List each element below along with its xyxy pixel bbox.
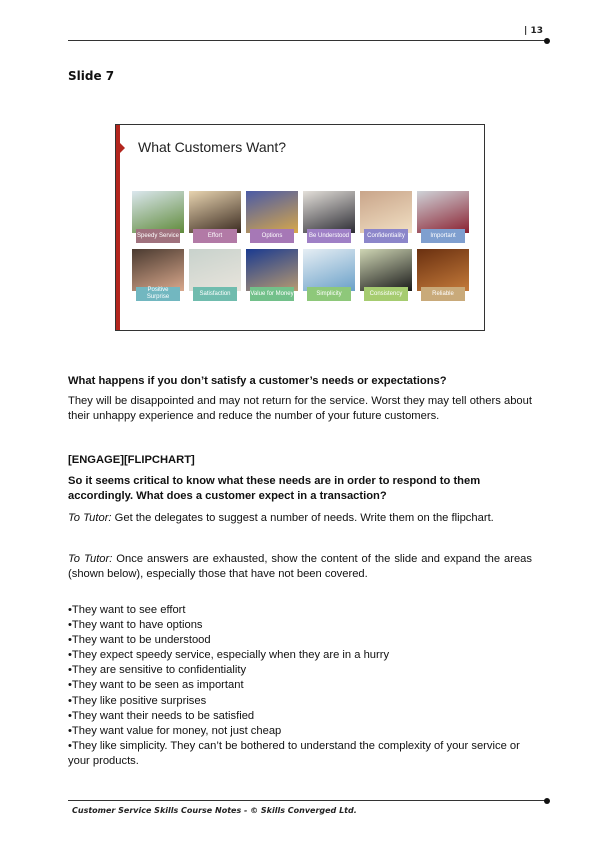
footer-text: Customer Service Skills Course Notes - © Skills Converged Ltd.	[72, 806, 357, 815]
list-item: • They are sensitive to confidentiality	[68, 663, 532, 678]
colored-binders-icon	[246, 191, 298, 233]
tutor-prefix: To Tutor:	[68, 512, 112, 524]
list-item: • They want to be seen as important	[68, 678, 532, 693]
engage-tag: [ENGAGE][FLIPCHART]	[68, 454, 195, 466]
tutor-note-text: Once answers are exhausted, show the content of the slide and expand the areas (shown below), especially those that have not been covered.	[68, 553, 532, 580]
header-rule	[68, 40, 547, 41]
tile-label: Positive Surprise	[136, 287, 180, 301]
tile-colored-binders	[246, 191, 298, 243]
needs-list	[68, 603, 532, 769]
rule-dot-icon	[544, 38, 550, 44]
tutor-note-text: Get the delegates to suggest a number of needs. Write them on the flipchart.	[111, 512, 494, 524]
tutor-prefix: To Tutor:	[68, 553, 113, 565]
list-item: • They want to see effort	[68, 603, 532, 618]
question-heading: What happens if you don’t satisfy a customer’s needs or expectations?	[68, 375, 447, 387]
tile-label: Consistency	[364, 287, 408, 301]
tutor-note-1	[68, 511, 532, 526]
footer-rule	[68, 800, 547, 801]
slide-label: Slide 7	[68, 69, 115, 83]
high-speed-train-icon	[132, 191, 184, 233]
list-item: • They want to have options	[68, 618, 532, 633]
man-pruning-plant-icon	[189, 191, 241, 233]
coin-stack-icon	[246, 249, 298, 291]
rule-dot-icon	[544, 798, 550, 804]
businessmen-handshake-icon	[303, 191, 355, 233]
list-item: • They want their needs to be satisfied	[68, 709, 532, 724]
list-item: • They want to be understood	[68, 633, 532, 648]
tile-label: Be Understood	[307, 229, 351, 243]
tile-label: Confidentiality	[364, 229, 408, 243]
critical-question: So it seems critical to know what these needs are in order to respond to them accordingly. What does a customer expect in a transaction?	[68, 475, 481, 502]
page-number: | 13	[524, 26, 543, 36]
tile-label: Effort	[193, 229, 237, 243]
tile-grid	[132, 191, 469, 301]
tile-label: Simplicity	[307, 287, 351, 301]
tile-coin-stack	[246, 249, 298, 301]
tile-businessmen-handshake	[303, 191, 355, 243]
tile-dartboard-darts	[360, 249, 412, 301]
tile-label: Reliable	[421, 287, 465, 301]
rope-knot-icon	[417, 249, 469, 291]
list-item: • They expect speedy service, especially when they are in a hurry	[68, 648, 532, 663]
tutor-note-2	[68, 552, 532, 582]
dartboard-darts-icon	[360, 249, 412, 291]
slide-accent-bar	[116, 125, 120, 330]
tile-label: Options	[250, 229, 294, 243]
slide-arrow-icon	[119, 142, 125, 154]
tile-person-relaxing-bath	[189, 249, 241, 301]
tile-chopsticks	[303, 249, 355, 301]
tile-label: Value for Money	[250, 287, 294, 301]
list-item: • They like positive surprises	[68, 694, 532, 709]
person-relaxing-bath-icon	[189, 249, 241, 291]
tile-high-speed-train	[132, 191, 184, 243]
tile-surprised-woman	[132, 249, 184, 301]
tile-whispering-woman	[360, 191, 412, 243]
tile-label: Speedy Service	[136, 229, 180, 243]
surprised-woman-icon	[132, 249, 184, 291]
tile-label: Satisfaction	[193, 287, 237, 301]
slide-thumbnail	[115, 124, 485, 331]
list-item: • They like simplicity. They can’t be bothered to understand the complexity of your service or your products.	[68, 739, 532, 769]
tile-woman-red-dress-crowd	[417, 191, 469, 243]
woman-red-dress-crowd-icon	[417, 191, 469, 233]
chopsticks-icon	[303, 249, 355, 291]
slide-title: What Customers Want?	[138, 139, 287, 155]
tile-label: Important	[421, 229, 465, 243]
list-item: • They want value for money, not just cheap	[68, 724, 532, 739]
answer-paragraph: They will be disappointed and may not return for the service. Worst they may tell others about their unhappy experience and reduce the number of your future customers.	[68, 395, 532, 422]
tile-man-pruning-plant	[189, 191, 241, 243]
tile-rope-knot	[417, 249, 469, 301]
whispering-woman-icon	[360, 191, 412, 233]
